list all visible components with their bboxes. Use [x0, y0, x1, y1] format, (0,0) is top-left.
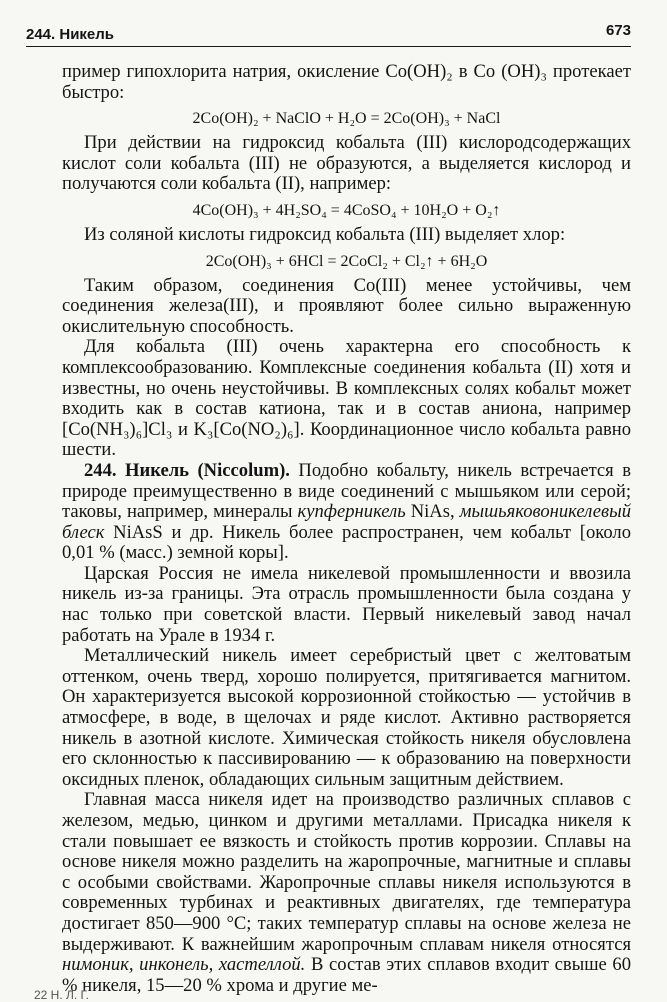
paragraph-stability: Таким образом, соединения Co(III) менее устойчивы, чем соединения железа(III), и проявляют более сильно выраженную окислительную способность.	[62, 274, 631, 337]
paragraph-alloys	[62, 790, 631, 996]
nickel-text-a: Подобно кобальту, никель встречается в природе преимущественно в виде соединений с мышьяком или серой; таковы, например, минералы	[62, 459, 632, 523]
paragraph-nickel-intro	[62, 461, 631, 564]
equation-oxidation: 2Co(OH)₂ + NaClO + H₂O = 2Co(OH)₃ + NaCl	[192, 110, 501, 128]
equation-sulfuric: 4Co(OH)₃ + 4H₂SO₄ = 4CoSO₄ + 10H₂O + O₂↑	[192, 201, 501, 219]
alloys-text-b: В состав этих сплавов входит свыше 60 % никеля, 15—20 % хрома и другие ме-	[62, 954, 631, 996]
running-header	[26, 22, 631, 47]
paragraph-complexes: Для кобальта (III) очень характерна его способность к комплексообразованию. Комплексные соединения кобальта (II) хотя и известны, но очень неустойчивы. В комплексных солях кобальт может входить как в состав катиона, так и в состав аниона, например [Co(NH₃)₆]Cl₃ и K₃[Co(NO₂)₆]. Координационное число кобальта равно шести.	[62, 336, 631, 461]
equation-chlorine: 2Co(OH)₃ + 6HCl = 2CoCl₂ + Cl₂↑ + 6H₂O	[205, 252, 488, 270]
nickel-text-b: NiAs,	[405, 501, 460, 523]
section-heading: 244. Никель (Niccolum).	[84, 459, 290, 481]
alloys-text-a: Главная масса никеля идет на производство различных сплавов с железом, медью, цинком и другими металлами. Присадка никеля к стали повышает ее вязкость и стойкость против коррозии. Сплавы на основе никеля можно разделить на жаропрочные, магнитные и сплавы с особыми свойствами. Жаропрочные сплавы никеля используются в современных турбинах и реактивных двигателях, где температура достигает 850—900 °C; таких температур сплавы на основе железа не выдерживают. К важнейшим жаропрочным сплавам никеля относятся	[62, 789, 631, 955]
mineral-kupfernickel: купферникель	[297, 501, 406, 523]
paragraph-oxyacids: При действии на гидроксид кобальта (III) кислородсодержащих кислот соли кобальта (III) не образуются, а выделяется кислород и получаются соли кобальта (II), например:	[62, 132, 631, 195]
page-number: 673	[605, 22, 631, 39]
page-body	[62, 62, 631, 996]
paragraph-hydrochloric: Из соляной кислоты гидроксид кобальта (III) выделяет хлор:	[84, 223, 566, 245]
paragraph-properties: Металлический никель имеет серебристый цвет с желтоватым оттенком, очень тверд, хорошо полируется, притягивается магнитом. Он характеризуется высокой коррозионной стойкостью — устойчив в атмосфере, в воде, в щелочах и ряде кислот. Активно растворяется никель в азотной кислоте. Химическая стойкость никеля обусловлена его склонностью к пассивированию — к образованию на поверхности оксидных пленок, обладающих сильным защитным действием.	[62, 645, 631, 790]
alloy-names: нимоник, инконель, хастеллой.	[62, 954, 306, 976]
paragraph-history: Царская Россия не имела никелевой промышленности и ввозила никель из-за границы. Эта отрасль промышленности была создана у нас только при советской власти. Первый никелевый завод начал работать на Урале в 1934 г.	[62, 562, 631, 646]
paragraph-hypochlorite: пример гипохлорита натрия, окисление Co(OH)₂ в Co (OH)₃ протекает быстро:	[62, 61, 631, 103]
nickel-text-c: NiAsS и др. Никель более распространен, чем кобальт [около 0,01 % (масс.) земной коры].	[62, 521, 631, 564]
signature-mark: 22 Н. Л. Г.	[34, 988, 89, 1002]
section-title: 244. Никель	[26, 26, 115, 43]
mineral-gersdorffite: мышьяковоникелевый блеск	[62, 501, 631, 543]
